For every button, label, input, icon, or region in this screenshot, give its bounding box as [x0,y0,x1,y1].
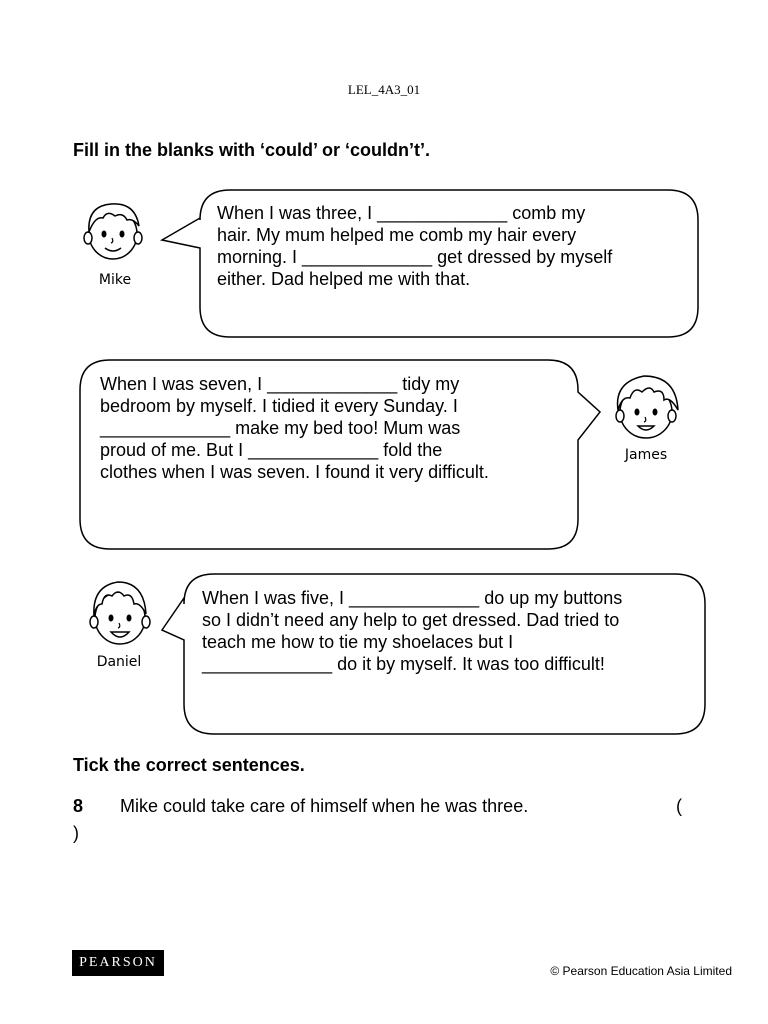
answer-paren-close: ) [73,823,79,843]
bubble-text-mike: When I was three, I _____________ comb my hair. My mum helped me comb my hair every morning. I _____________ get dressed by myself either. Dad helped me with that. [217,203,613,289]
speaker-name-daniel: Daniel [96,654,142,670]
james-face-icon [606,370,686,446]
document-code: LEL_4A3_01 [347,82,421,97]
pearson-logo: PEARSON [72,950,164,976]
bubble-text-daniel: When I was five, I _____________ do up my buttons so I didn’t need any help to get dressed. Dad tried to teach me how to tie my shoelaces but I _____________ do it by myself. It was too difficult! [202,588,623,674]
fill-instruction: Fill in the blanks with ‘could’ or ‘couldn’t’. [73,140,431,160]
speaker-name-mike: Mike [98,272,132,288]
mike-face-icon [77,196,153,268]
speaker-name-james: James [624,447,668,463]
question-number: 8 [73,796,84,816]
answer-paren-open: ( [676,796,682,816]
question-text: Mike could take care of himself when he was three. [120,796,529,816]
daniel-face-icon [82,576,158,650]
bubble-text-james: When I was seven, I _____________ tidy my bedroom by myself. I tidied it every Sunday. I _____________ make my bed too! Mum was proud of me. But I _____________ fold the clothes when I was seven. I found it very difficult. [100,374,489,482]
copyright-notice: © Pearson Education Asia Limited [550,964,732,978]
tick-instruction: Tick the correct sentences. [73,755,305,775]
